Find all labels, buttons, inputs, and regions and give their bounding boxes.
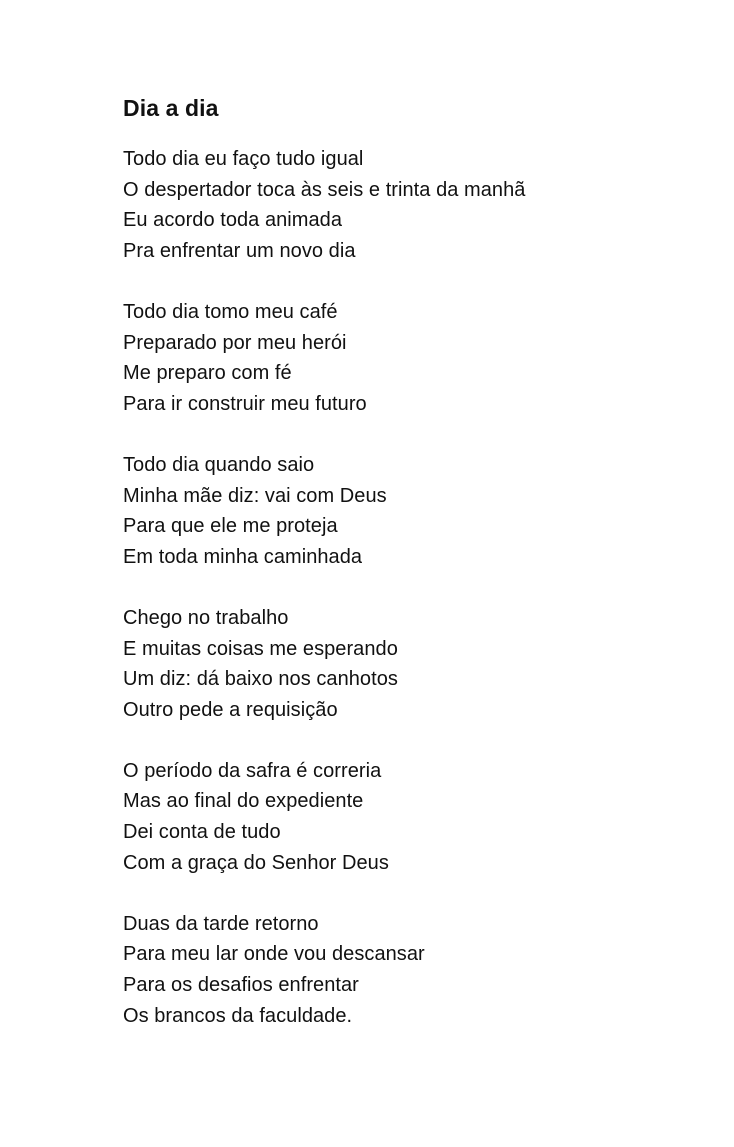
poem-line: Em toda minha caminhada [123, 545, 363, 568]
stanza-2 [123, 297, 703, 419]
poem-line: Todo dia tomo meu café [123, 300, 338, 323]
poem-line: Eu acordo toda animada [123, 209, 343, 232]
stanza-5 [123, 756, 703, 878]
poem-line: Pra enfrentar um novo dia [123, 239, 356, 262]
stanza-6 [123, 909, 703, 1031]
poem-line: Um diz: dá baixo nos canhotos [123, 668, 398, 691]
poem-line: O despertador toca às seis e trinta da manhã [123, 178, 526, 201]
poem-line: Minha mãe diz: vai com Deus [123, 484, 387, 507]
poem-line: Me preparo com fé [123, 362, 292, 385]
poem-line: E muitas coisas me esperando [123, 637, 398, 660]
stanza-1 [123, 144, 703, 266]
poem-title: Dia a dia [123, 95, 219, 121]
poem-line: Todo dia eu faço tudo igual [123, 148, 364, 170]
stanza-3 [123, 450, 703, 572]
poem-line: Para que ele me proteja [123, 515, 338, 538]
poem-line: Com a graça do Senhor Deus [123, 851, 389, 874]
poem-line: Outro pede a requisição [123, 698, 338, 721]
poem-body [123, 144, 703, 1062]
stanza-4 [123, 603, 703, 725]
poem-line: Duas da tarde retorno [123, 912, 319, 935]
poem-line: O período da safra é correria [123, 759, 382, 782]
poem-line: Preparado por meu herói [123, 331, 347, 354]
poem-line: Para meu lar onde vou descansar [123, 943, 425, 966]
poem-line: Mas ao final do expediente [123, 790, 364, 813]
poem-line: Os brancos da faculdade. [123, 1004, 353, 1027]
poem-line: Todo dia quando saio [123, 453, 315, 476]
poem-line: Para ir construir meu futuro [123, 392, 367, 415]
poem-line: Para os desafios enfrentar [123, 974, 359, 997]
poem-line: Dei conta de tudo [123, 821, 281, 844]
poem-line: Chego no trabalho [123, 606, 289, 629]
